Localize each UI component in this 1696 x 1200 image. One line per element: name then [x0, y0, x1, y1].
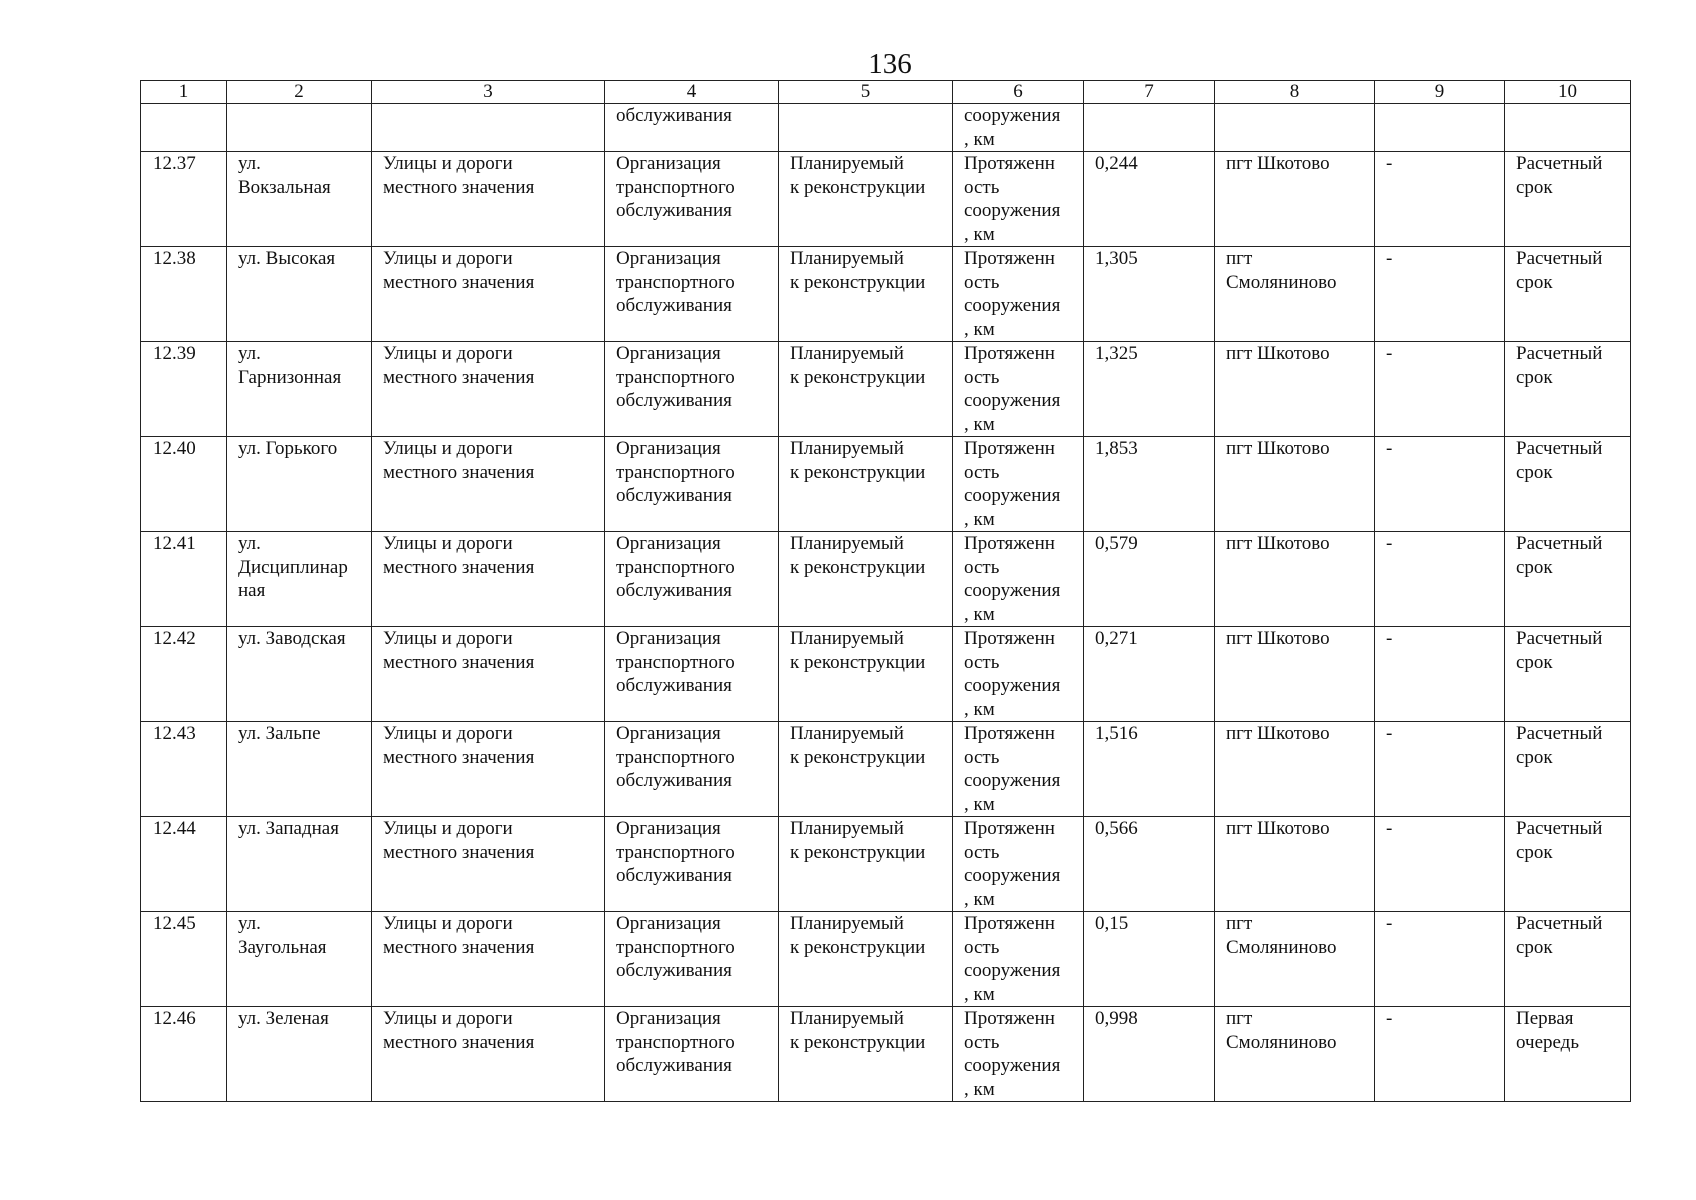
parameter-cell: Протяженн ость сооружения , км	[953, 532, 1084, 627]
column-header: 5	[779, 81, 953, 104]
settlement-cell: пгт Шкотово	[1215, 437, 1375, 532]
settlement-cell: пгт Шкотово	[1215, 532, 1375, 627]
value-cell: 0,244	[1084, 152, 1215, 247]
note-cell: -	[1375, 532, 1505, 627]
note-cell: -	[1375, 817, 1505, 912]
table-body	[141, 81, 1631, 1102]
parameter-cell: Протяженн ость сооружения , км	[953, 722, 1084, 817]
column-header: 2	[227, 81, 372, 104]
status-cell: Планируемый к реконструкции	[779, 532, 953, 627]
object-type-cell: Улицы и дороги местного значения	[372, 1007, 605, 1102]
street-name-cell: ул. Западная	[227, 817, 372, 912]
street-name-cell: ул. Горького	[227, 437, 372, 532]
street-name-cell: ул. Гарнизонная	[227, 342, 372, 437]
value-cell: 1,305	[1084, 247, 1215, 342]
settlement-cell: пгт Смоляниново	[1215, 912, 1375, 1007]
status-cell: Планируемый к реконструкции	[779, 627, 953, 722]
object-type-cell: Улицы и дороги местного значения	[372, 627, 605, 722]
purpose-cell: Организация транспортного обслуживания	[605, 437, 779, 532]
parameter-cell: Протяженн ость сооружения , км	[953, 342, 1084, 437]
purpose-cell: Организация транспортного обслуживания	[605, 152, 779, 247]
settlement-cell: пгт Шкотово	[1215, 627, 1375, 722]
item-number-cell: 12.46	[141, 1007, 227, 1102]
table-row	[141, 627, 1631, 722]
table-row	[141, 722, 1631, 817]
term-cell: Расчетный срок	[1505, 247, 1631, 342]
value-cell	[1084, 104, 1215, 152]
purpose-cell: Организация транспортного обслуживания	[605, 1007, 779, 1102]
table-row	[141, 342, 1631, 437]
note-cell: -	[1375, 722, 1505, 817]
parameter-cell: Протяженн ость сооружения , км	[953, 817, 1084, 912]
term-cell: Расчетный срок	[1505, 152, 1631, 247]
term-cell: Расчетный срок	[1505, 437, 1631, 532]
term-cell: Первая очередь	[1505, 1007, 1631, 1102]
purpose-cell: Организация транспортного обслуживания	[605, 912, 779, 1007]
note-cell: -	[1375, 912, 1505, 1007]
settlement-cell: пгт Смоляниново	[1215, 247, 1375, 342]
item-number-cell: 12.40	[141, 437, 227, 532]
item-number-cell: 12.45	[141, 912, 227, 1007]
status-cell: Планируемый к реконструкции	[779, 1007, 953, 1102]
header-row	[141, 81, 1631, 104]
value-cell: 0,566	[1084, 817, 1215, 912]
street-name-cell	[227, 104, 372, 152]
object-type-cell: Улицы и дороги местного значения	[372, 532, 605, 627]
note-cell: -	[1375, 152, 1505, 247]
table-row	[141, 912, 1631, 1007]
value-cell: 1,853	[1084, 437, 1215, 532]
settlement-cell: пгт Шкотово	[1215, 817, 1375, 912]
term-cell: Расчетный срок	[1505, 532, 1631, 627]
item-number-cell: 12.42	[141, 627, 227, 722]
object-type-cell: Улицы и дороги местного значения	[372, 912, 605, 1007]
purpose-cell: Организация транспортного обслуживания	[605, 247, 779, 342]
value-cell: 1,516	[1084, 722, 1215, 817]
column-header: 9	[1375, 81, 1505, 104]
street-name-cell: ул. Зальпе	[227, 722, 372, 817]
term-cell	[1505, 104, 1631, 152]
object-type-cell: Улицы и дороги местного значения	[372, 152, 605, 247]
column-header: 4	[605, 81, 779, 104]
status-cell: Планируемый к реконструкции	[779, 152, 953, 247]
purpose-cell: обслуживания	[605, 104, 779, 152]
status-cell	[779, 104, 953, 152]
table-row	[141, 437, 1631, 532]
term-cell: Расчетный срок	[1505, 722, 1631, 817]
parameter-cell: Протяженн ость сооружения , км	[953, 437, 1084, 532]
parameter-cell: Протяженн ость сооружения , км	[953, 627, 1084, 722]
page-number: 136	[868, 48, 912, 80]
status-cell: Планируемый к реконструкции	[779, 912, 953, 1007]
item-number-cell: 12.43	[141, 722, 227, 817]
purpose-cell: Организация транспортного обслуживания	[605, 532, 779, 627]
object-type-cell: Улицы и дороги местного значения	[372, 722, 605, 817]
item-number-cell: 12.41	[141, 532, 227, 627]
column-header: 1	[141, 81, 227, 104]
status-cell: Планируемый к реконструкции	[779, 437, 953, 532]
street-name-cell: ул. Дисциплинар ная	[227, 532, 372, 627]
note-cell: -	[1375, 247, 1505, 342]
note-cell: -	[1375, 342, 1505, 437]
street-name-cell: ул. Зеленая	[227, 1007, 372, 1102]
column-header: 3	[372, 81, 605, 104]
table-row	[141, 817, 1631, 912]
street-name-cell: ул. Заугольная	[227, 912, 372, 1007]
object-type-cell: Улицы и дороги местного значения	[372, 437, 605, 532]
status-cell: Планируемый к реконструкции	[779, 722, 953, 817]
purpose-cell: Организация транспортного обслуживания	[605, 627, 779, 722]
continuation-row	[141, 104, 1631, 152]
street-name-cell: ул. Заводская	[227, 627, 372, 722]
table-row	[141, 532, 1631, 627]
table-row	[141, 247, 1631, 342]
parameter-cell: сооружения , км	[953, 104, 1084, 152]
term-cell: Расчетный срок	[1505, 342, 1631, 437]
parameter-cell: Протяженн ость сооружения , км	[953, 152, 1084, 247]
purpose-cell: Организация транспортного обслуживания	[605, 722, 779, 817]
value-cell: 0,271	[1084, 627, 1215, 722]
table-row	[141, 1007, 1631, 1102]
item-number-cell: 12.44	[141, 817, 227, 912]
item-number-cell: 12.39	[141, 342, 227, 437]
value-cell: 0,15	[1084, 912, 1215, 1007]
status-cell: Планируемый к реконструкции	[779, 247, 953, 342]
status-cell: Планируемый к реконструкции	[779, 817, 953, 912]
street-name-cell: ул. Вокзальная	[227, 152, 372, 247]
note-cell	[1375, 104, 1505, 152]
column-header: 8	[1215, 81, 1375, 104]
parameter-cell: Протяженн ость сооружения , км	[953, 247, 1084, 342]
value-cell: 0,579	[1084, 532, 1215, 627]
purpose-cell: Организация транспортного обслуживания	[605, 342, 779, 437]
value-cell: 0,998	[1084, 1007, 1215, 1102]
object-type-cell: Улицы и дороги местного значения	[372, 247, 605, 342]
settlement-cell: пгт Смоляниново	[1215, 1007, 1375, 1102]
item-number-cell	[141, 104, 227, 152]
object-type-cell: Улицы и дороги местного значения	[372, 817, 605, 912]
term-cell: Расчетный срок	[1505, 817, 1631, 912]
parameter-cell: Протяженн ость сооружения , км	[953, 1007, 1084, 1102]
settlement-cell: пгт Шкотово	[1215, 342, 1375, 437]
note-cell: -	[1375, 437, 1505, 532]
status-cell: Планируемый к реконструкции	[779, 342, 953, 437]
street-name-cell: ул. Высокая	[227, 247, 372, 342]
column-header: 7	[1084, 81, 1215, 104]
object-type-cell: Улицы и дороги местного значения	[372, 342, 605, 437]
term-cell: Расчетный срок	[1505, 912, 1631, 1007]
column-header: 6	[953, 81, 1084, 104]
settlement-cell: пгт Шкотово	[1215, 722, 1375, 817]
note-cell: -	[1375, 1007, 1505, 1102]
note-cell: -	[1375, 627, 1505, 722]
settlement-cell	[1215, 104, 1375, 152]
object-type-cell	[372, 104, 605, 152]
item-number-cell: 12.38	[141, 247, 227, 342]
planning-table	[140, 80, 1631, 1102]
parameter-cell: Протяженн ость сооружения , км	[953, 912, 1084, 1007]
purpose-cell: Организация транспортного обслуживания	[605, 817, 779, 912]
value-cell: 1,325	[1084, 342, 1215, 437]
item-number-cell: 12.37	[141, 152, 227, 247]
term-cell: Расчетный срок	[1505, 627, 1631, 722]
settlement-cell: пгт Шкотово	[1215, 152, 1375, 247]
table-row	[141, 152, 1631, 247]
column-header: 10	[1505, 81, 1631, 104]
